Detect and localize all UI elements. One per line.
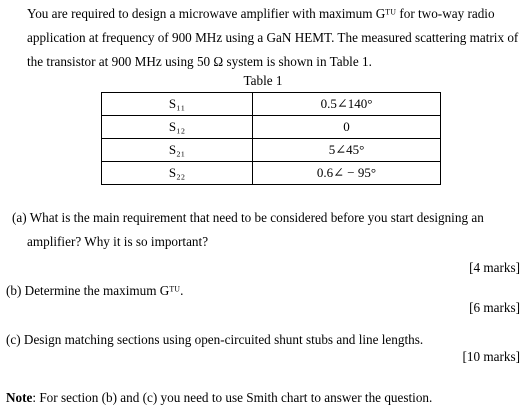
question-c: (c) Design matching sections using open-circuited shunt stubs and line lengths. [6, 332, 424, 347]
table-row [102, 93, 441, 116]
question-a-marks: [4 marks] [469, 260, 520, 275]
table-row [102, 139, 441, 162]
intro-line-1: You are required to design a microwave amplifier with maximum Gᵀᵁ for two-way radio [27, 6, 495, 21]
value-cell: 0.6∠ − 95° [253, 162, 441, 185]
question-b: (b) Determine the maximum Gᵀᵁ. [6, 283, 184, 298]
problem-intro [27, 2, 523, 74]
value-cell: 0 [253, 116, 441, 139]
note [6, 389, 432, 407]
param-cell: S₁₁ [102, 93, 253, 116]
param-cell: S₁₂ [102, 116, 253, 139]
intro-line-3: the transistor at 900 MHz using 50 Ω system is shown in Table 1. [27, 54, 372, 69]
intro-line-2: application at frequency of 900 MHz using a GaN HEMT. The measured scattering matrix of [27, 30, 519, 45]
question-a-line-1: (a) What is the main requirement that need to be considered before you start designing an [12, 210, 484, 225]
question-a-line-2: amplifier? Why it is so important? [27, 234, 209, 249]
value-cell: 5∠45° [253, 139, 441, 162]
table-row [102, 162, 441, 185]
param-cell: S₂₁ [102, 139, 253, 162]
table-caption: Table 1 [243, 73, 283, 88]
question-b-marks: [6 marks] [469, 300, 520, 315]
note-label: Note [6, 390, 33, 405]
table-row [102, 116, 441, 139]
question-c-marks: [10 marks] [462, 349, 520, 364]
s-parameter-table [101, 92, 441, 185]
value-cell: 0.5∠140° [253, 93, 441, 116]
note-text: : For section (b) and (c) you need to use Smith chart to answer the question. [32, 390, 433, 405]
param-cell: S₂₂ [102, 162, 253, 185]
